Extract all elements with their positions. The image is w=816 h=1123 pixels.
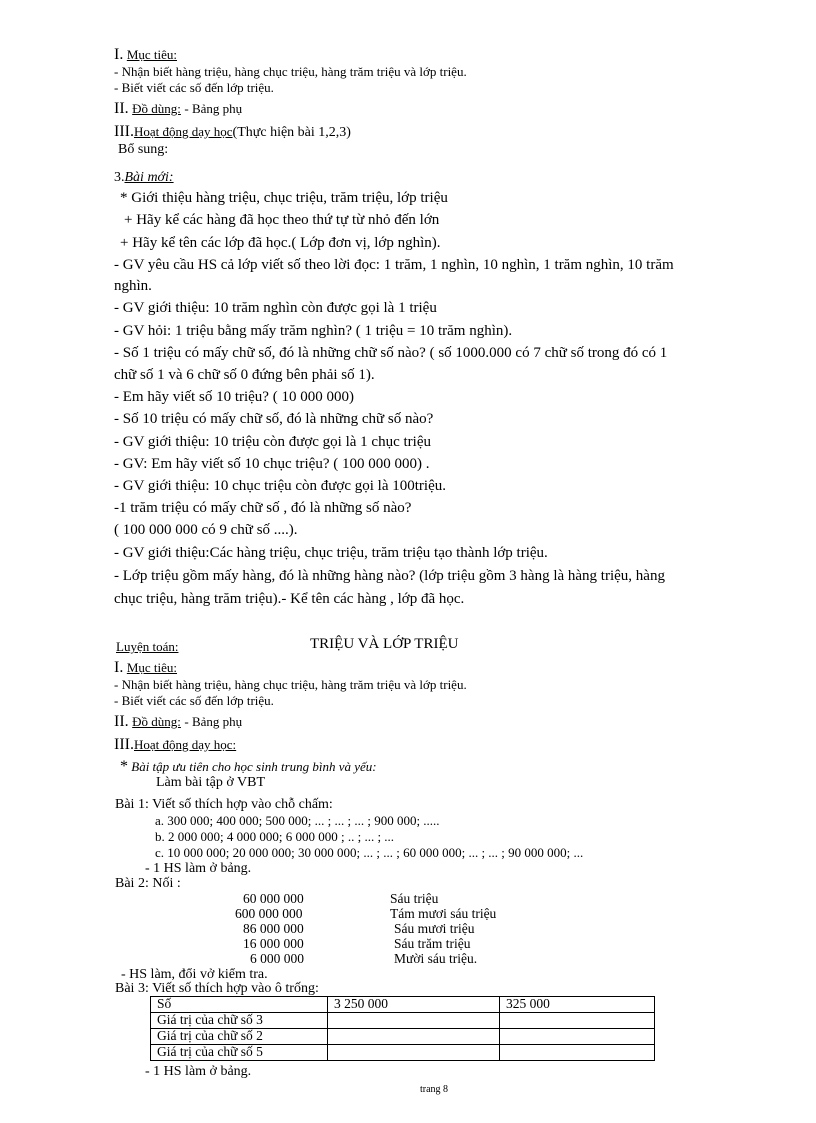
table-cell <box>328 1013 500 1029</box>
lesson-line: - Em hãy viết số 10 triệu? ( 10 000 000) <box>114 389 354 405</box>
lesson-line: ( 100 000 000 có 9 chữ số ....). <box>114 522 298 538</box>
bai1-item: b. 2 000 000; 4 000 000; 6 000 000 ; .. ; ... ; ... <box>155 829 395 844</box>
section-number: III. <box>114 123 134 140</box>
page-title: TRIỆU VÀ LỚP TRIỆU <box>310 636 459 652</box>
table-row <box>151 997 655 1013</box>
table-header-cell: Số <box>151 997 328 1013</box>
section-label: Hoạt động dạy học <box>133 124 233 139</box>
table-cell <box>328 1029 500 1045</box>
lesson-line: chục triệu, hàng trăm triệu).- Kể tên các hàng , lớp đã học. <box>114 591 465 607</box>
bai2-number: 600 000 000 <box>235 906 303 921</box>
lesson-line: - GV giới thiệu:Các hàng triệu, chục triệu, trăm triệu tạo thành lớp triệu. <box>114 545 548 561</box>
heading-bai-moi <box>114 170 174 186</box>
lesson-line: + Hãy kể tên các lớp đã học.( Lớp đơn vị, lớp nghìn). <box>120 235 441 251</box>
lesson-line: nghìn. <box>114 278 152 294</box>
section-label: Mục tiêu: <box>126 660 178 675</box>
bai3-title: Bài 3: Viết số thích hợp vào ô trống: <box>115 981 319 996</box>
section-label: Đồ dùng: <box>132 714 181 729</box>
table-cell <box>500 1013 655 1029</box>
section-number: I. <box>114 659 124 676</box>
table-cell <box>500 1045 655 1061</box>
heading-do-dung <box>114 713 242 731</box>
heading-muc-tieu <box>114 659 177 677</box>
lesson-line: - GV giới thiệu: 10 chục triệu còn được gọi là 100triệu. <box>114 478 446 494</box>
priority-exercise-text: Bài tập ưu tiên cho học sinh trung bình và yếu: <box>131 759 377 774</box>
table-cell: Giá trị của chữ số 2 <box>151 1029 328 1045</box>
lam-bai-line: Làm bài tập ở VBT <box>156 775 266 790</box>
section-label: Đồ dùng: <box>132 101 181 116</box>
lesson-line: - Số 10 triệu có mấy chữ số, đó là những chữ số nào? <box>114 411 434 427</box>
lesson-line: - GV hỏi: 1 triệu bằng mấy trăm nghìn? ( 1 triệu = 10 trăm nghìn). <box>114 323 513 339</box>
table-header-cell: 3 250 000 <box>328 997 500 1013</box>
bai1-title: Bài 1: Viết số thích hợp vào chỗ chấm: <box>115 797 333 812</box>
lesson-line: + Hãy kể các hàng đã học theo thứ tự từ nhỏ đến lớn <box>124 212 440 228</box>
goal-line: - Nhận biết hàng triệu, hàng chục triệu, hàng trăm triệu và lớp triệu. <box>114 677 467 692</box>
bai1-item: a. 300 000; 400 000; 500 000; ... ; ... ; ... ; 900 000; ..... <box>155 813 440 828</box>
lesson-line: chữ số 1 và 6 chữ số 0 đứng bên phải số 1). <box>114 367 375 383</box>
section-label: Bài mới: <box>124 170 174 185</box>
lesson-line: - GV giới thiệu: 10 trăm nghìn còn được gọi là 1 triệu <box>114 300 437 316</box>
table-cell: Giá trị của chữ số 3 <box>151 1013 328 1029</box>
lesson-line: - GV giới thiệu: 10 triệu còn được gọi là 1 chục triệu <box>114 434 431 450</box>
table-row <box>151 1029 655 1045</box>
lesson-line: - Lớp triệu gồm mấy hàng, đó là những hàng nào? (lớp triệu gồm 3 hàng là hàng triệu, hàng <box>114 568 665 584</box>
section-number: III. <box>114 736 134 753</box>
bai2-title: Bài 2: Nối : <box>115 876 181 891</box>
section-number: 3. <box>114 170 125 185</box>
bai2-word: Sáu mươi triệu <box>394 921 475 936</box>
bai2-word: Tám mươi sáu triệu <box>390 906 497 921</box>
section-value: - Bảng phụ <box>184 714 243 729</box>
star-bullet: * <box>120 758 128 775</box>
bai2-note: - HS làm, đổi vở kiểm tra. <box>121 967 268 982</box>
bai2-word: Sáu trăm triệu <box>394 936 471 951</box>
bai2-word: Mười sáu triệu. <box>394 951 478 966</box>
bai2-number: 6 000 000 <box>250 951 304 966</box>
table-row <box>151 1045 655 1061</box>
lesson-line: -1 trăm triệu có mấy chữ số , đó là những số nào? <box>114 500 412 516</box>
table-cell <box>328 1045 500 1061</box>
section-label: Hoạt động dạy học: <box>133 737 237 752</box>
lesson-line: - Số 1 triệu có mấy chữ số, đó là những chữ số nào? ( số 1000.000 có 7 chữ số trong đó có 1 <box>114 345 668 361</box>
bai2-number: 16 000 000 <box>243 936 304 951</box>
bai2-number: 60 000 000 <box>243 891 304 906</box>
heading-muc-tieu <box>114 46 177 64</box>
table-header-cell: 325 000 <box>500 997 655 1013</box>
lesson-line: - GV: Em hãy viết số 10 chục triệu? ( 100 000 000) . <box>114 456 430 472</box>
bo-sung-label: Bổ sung: <box>118 142 169 157</box>
bai1-note: - 1 HS làm ở bảng. <box>145 861 252 876</box>
goal-line: - Nhận biết hàng triệu, hàng chục triệu, hàng trăm triệu và lớp triệu. <box>114 64 467 79</box>
bai1-item: c. 10 000 000; 20 000 000; 30 000 000; ... ; ... ; 60 000 000; ... ; ... ; 90 000 000; ... <box>155 845 584 860</box>
section-number: I. <box>114 46 124 63</box>
luyen-toan-label: Luyện toán: <box>116 639 179 654</box>
goal-line: - Biết viết các số đến lớp triệu. <box>114 693 274 708</box>
section-note: (Thực hiện bài 1,2,3) <box>232 125 351 140</box>
table-cell <box>500 1029 655 1045</box>
priority-exercise-line <box>120 758 377 776</box>
page-footer: trang 8 <box>420 1084 449 1095</box>
lesson-line: * Giới thiệu hàng triệu, chục triệu, trăm triệu, lớp triệu <box>120 190 448 206</box>
section-value: - Bảng phụ <box>184 101 243 116</box>
section-number: II. <box>114 100 129 117</box>
table-cell: Giá trị của chữ số 5 <box>151 1045 328 1061</box>
table-row <box>151 1013 655 1029</box>
bai2-number: 86 000 000 <box>243 921 304 936</box>
lesson-line: - GV yêu cầu HS cả lớp viết số theo lời đọc: 1 trăm, 1 nghìn, 10 nghìn, 1 trăm nghìn, 10 trăm <box>114 257 674 273</box>
section-label: Mục tiêu: <box>126 47 178 62</box>
bai2-word: Sáu triệu <box>390 891 439 906</box>
heading-hoat-dong <box>114 736 236 754</box>
bai3-note: - 1 HS làm ở bảng. <box>145 1064 252 1079</box>
section-number: II. <box>114 713 129 730</box>
goal-line: - Biết viết các số đến lớp triệu. <box>114 80 274 95</box>
bai3-table <box>150 996 655 1061</box>
heading-hoat-dong <box>114 123 351 141</box>
heading-do-dung <box>114 100 242 118</box>
